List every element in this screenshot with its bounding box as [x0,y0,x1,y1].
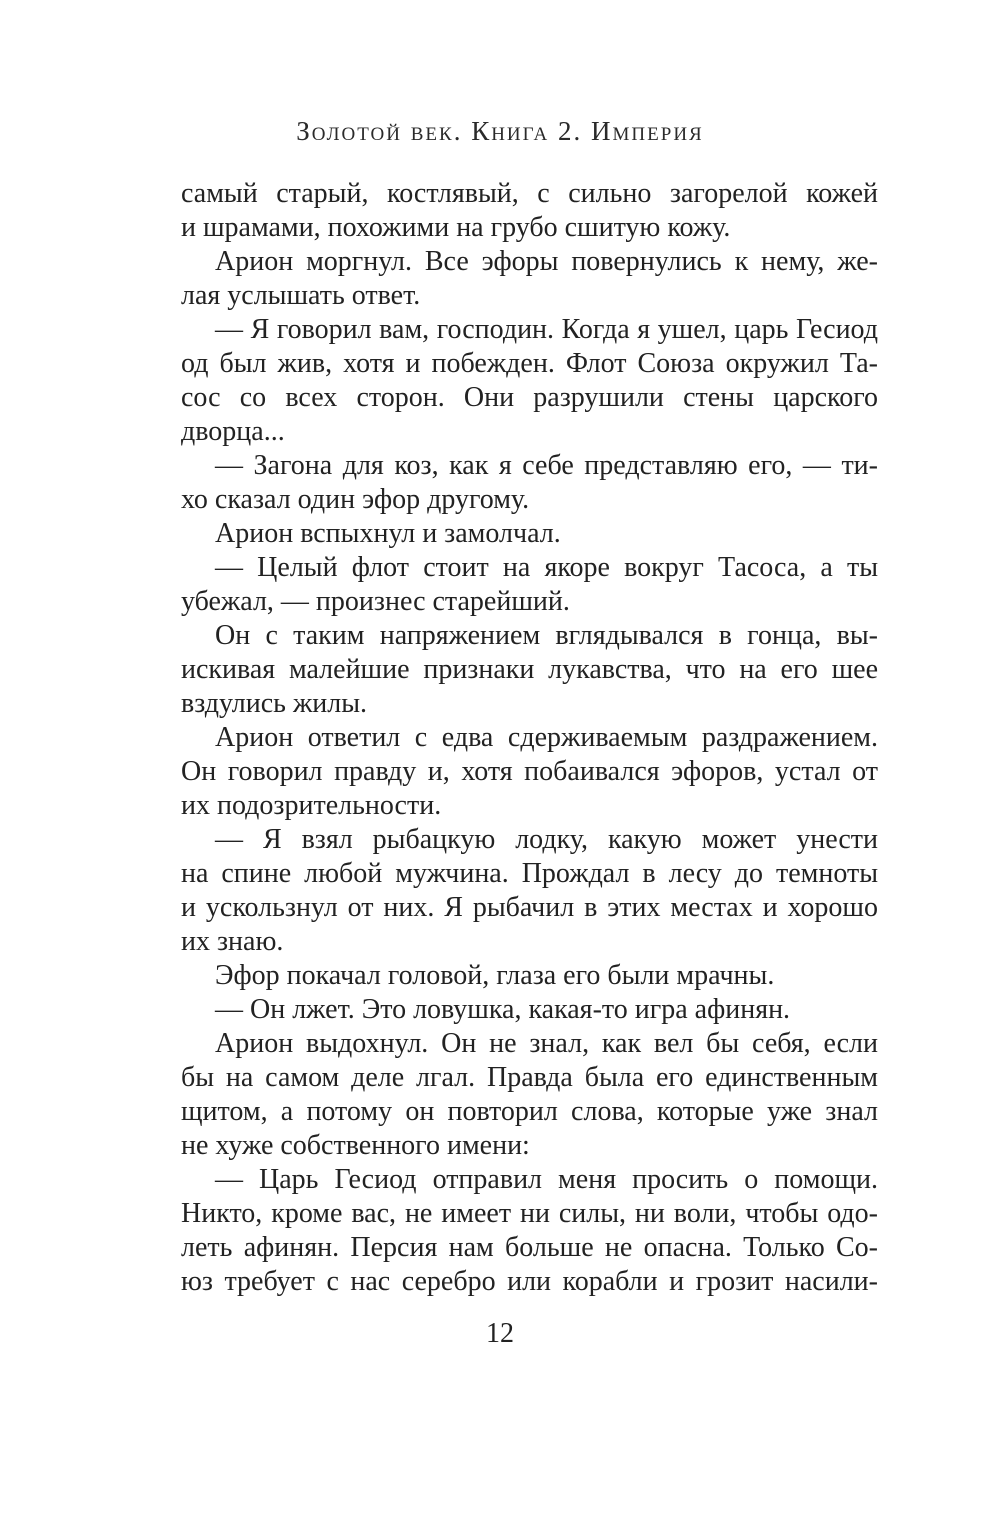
text-line: их знаю. [181,926,284,957]
text-line: Он с таким напряжением вглядывался в гонца, вы- [215,620,878,651]
text-line: — Царь Гесиод отправил меня просить о помощи. [215,1164,878,1195]
text-line: сос со всех сторон. Они разрушили стены царского [181,382,878,413]
text-line: и ускользнул от них. Я рыбачил в этих местах и хорошо [181,892,878,923]
text-line: Никто, кроме вас, не имеет ни силы, ни воли, чтобы одо- [181,1198,878,1229]
text-line: леть афинян. Персия нам больше не опасна. Только Со- [181,1232,878,1263]
text-line: щитом, а потому он повторил слова, которые уже знал [181,1096,878,1127]
text-line: дворца... [181,416,285,447]
text-line: — Он лжет. Это ловушка, какая-то игра афинян. [215,994,791,1025]
text-line: Арион ответил с едва сдерживаемым раздражением. [215,722,878,753]
text-line: — Загона для коз, как я себе представляю его, — ти- [215,450,878,481]
text-line: бы на самом деле лгал. Правда была его единственным [181,1062,878,1093]
text-line: Эфор покачал головой, глаза его были мрачны. [215,960,775,991]
running-head: Золотой век. Книга 2. Империя [296,116,704,146]
text-line: Он говорил правду и, хотя побаивался эфоров, устал от [181,756,878,787]
text-line: вздулись жилы. [181,688,368,719]
text-line: на спине любой мужчина. Прождал в лесу до темноты [181,858,878,889]
text-line: лая услышать ответ. [181,280,421,311]
body-text [181,177,878,1299]
text-line: искивая малейшие признаки лукавства, что на его шее [181,654,878,685]
text-line: их подозрительности. [181,790,442,821]
text-line: и шрамами, похожими на грубо сшитую кожу. [181,212,731,243]
text-line: самый старый, костлявый, с сильно загорелой кожей [181,178,878,209]
text-line: Арион вспыхнул и замолчал. [215,518,561,549]
text-line: юз требует с нас серебро или корабли и грозит насили- [181,1266,878,1297]
text-line: Арион выдохнул. Он не знал, как вел бы себя, если [215,1028,878,1059]
text-line: — Целый флот стоит на якоре вокруг Тасоса, а ты [215,552,878,583]
text-line: Арион моргнул. Все эфоры повернулись к нему, же- [215,246,878,277]
page-number: 12 [486,1318,514,1349]
text-line: не хуже собственного имени: [181,1130,530,1161]
text-line: убежал, — произнес старейший. [181,586,570,617]
text-line: — Я говорил вам, господин. Когда я ушел, царь Гесиод [215,314,878,345]
text-line: — Я взял рыбацкую лодку, какую может унести [215,824,878,855]
text-line: хо сказал один эфор другому. [181,484,530,515]
text-line: од был жив, хотя и побежден. Флот Союза окружил Та- [181,348,878,379]
